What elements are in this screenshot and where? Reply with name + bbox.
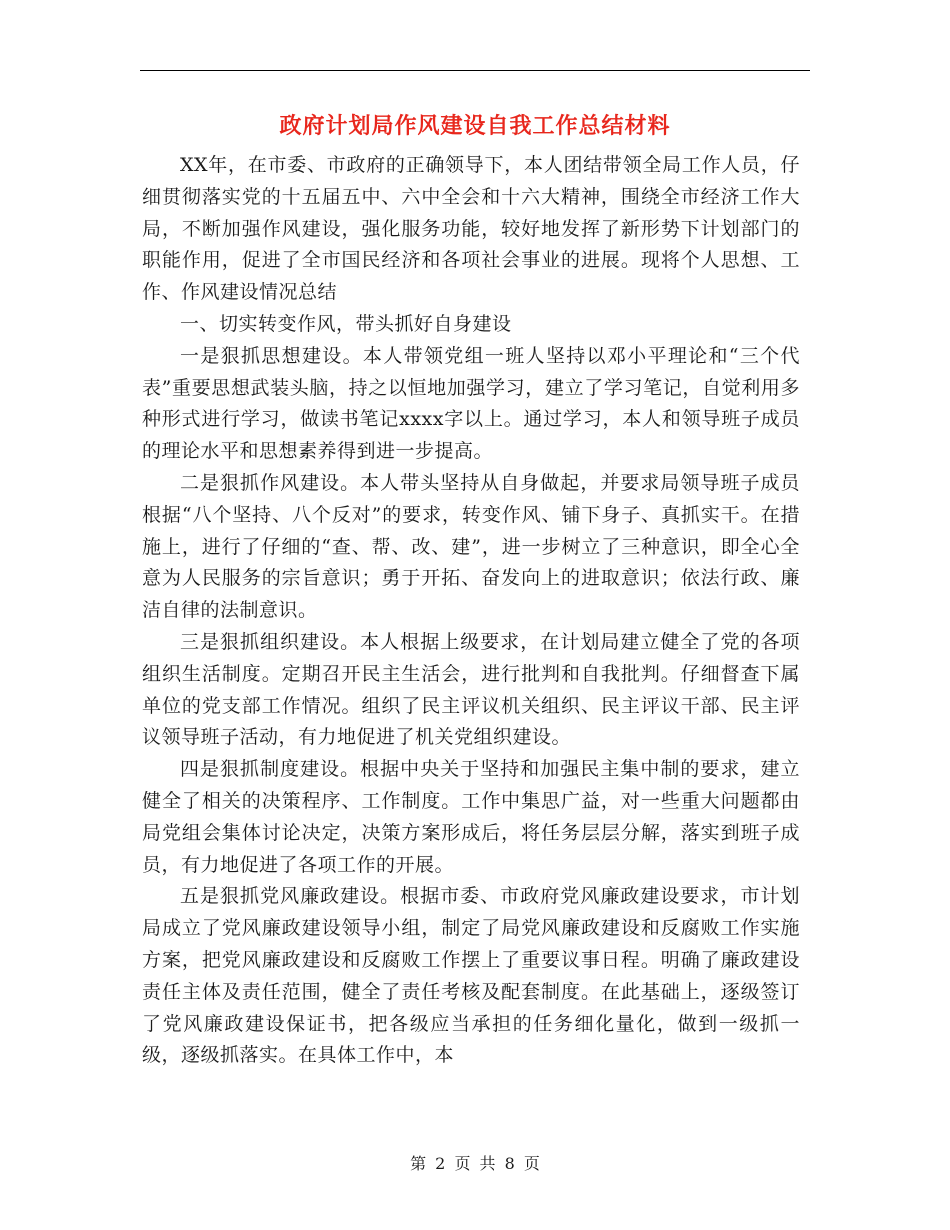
paragraph-integrity: 五是狠抓党风廉政建设。根据市委、市政府党风廉政建设要求，市计划局成立了党风廉政建设领导小组，制定了局党风廉政建设和反腐败工作实施方案，把党风廉政建设和反腐败工作摆上了重要议事日程。明确了廉政建设责任主体及责任范围，健全了责任考核及配套制度。在此基础上，逐级签订了党风廉政建设保证书，把各级应当承担的任务细化量化，做到一级抓一级，逐级抓落实。在具体工作中，本 xyxy=(142,885,800,1067)
paragraph-work-style: 二是狠抓作风建设。本人带头坚持从自身做起，并要求局领导班子成员根据“八个坚持、八个反对”的要求，转变作风、铺下身子、真抓实干。在措施上，进行了仔细的“查、帮、改、建”，进一步树立了三种意识，即全心全意为人民服务的宗旨意识；勇于开拓、奋发向上的进取意识；依法行政、廉洁自律的法制意识。 xyxy=(142,471,800,622)
section-heading-1: 一、切实转变作风，带头抓好自身建设 xyxy=(180,312,512,335)
header-rule xyxy=(140,70,810,71)
document-title: 政府计划局作风建设自我工作总结材料 xyxy=(279,113,671,139)
paragraph-ideology: 一是狠抓思想建设。本人带领党组一班人坚持以邓小平理论和“三个代表”重要思想武装头脑，持之以恒地加强学习，建立了学习笔记，自觉利用多种形式进行学习，做读书笔记xxxx字以上。通过学习，本人和领导班子成员的理论水平和思想素养得到进一步提高。 xyxy=(142,344,800,463)
paragraph-organization: 三是狠抓组织建设。本人根据上级要求，在计划局建立健全了党的各项组织生活制度。定期召开民主生活会，进行批判和自我批判。仔细督查下属单位的党支部工作情况。组织了民主评议机关组织、民主评议干部、民主评议领导班子活动，有力地促进了机关党组织建设。 xyxy=(142,630,800,749)
document-body xyxy=(142,150,800,1072)
page-footer: 第 2 页 共 8 页 xyxy=(410,1154,540,1173)
paragraph-institution: 四是狠抓制度建设。根据中央关于坚持和加强民主集中制的要求，建立健全了相关的决策程序、工作制度。工作中集思广益，对一些重大问题都由局党组会集体讨论决定，决策方案形成后，将任务层层分解，落实到班子成员，有力地促进了各项工作的开展。 xyxy=(142,758,800,876)
paragraph-intro: XX年，在市委、市政府的正确领导下，本人团结带领全局工作人员，仔细贯彻落实党的十五届五中、六中全会和十六大精神，围绕全市经济工作大局，不断加强作风建设，强化服务功能，较好地发挥了新形势下计划部门的职能作用，促进了全市国民经济和各项社会事业的进展。现将个人思想、工作、作风建设情况总结 xyxy=(142,154,800,304)
